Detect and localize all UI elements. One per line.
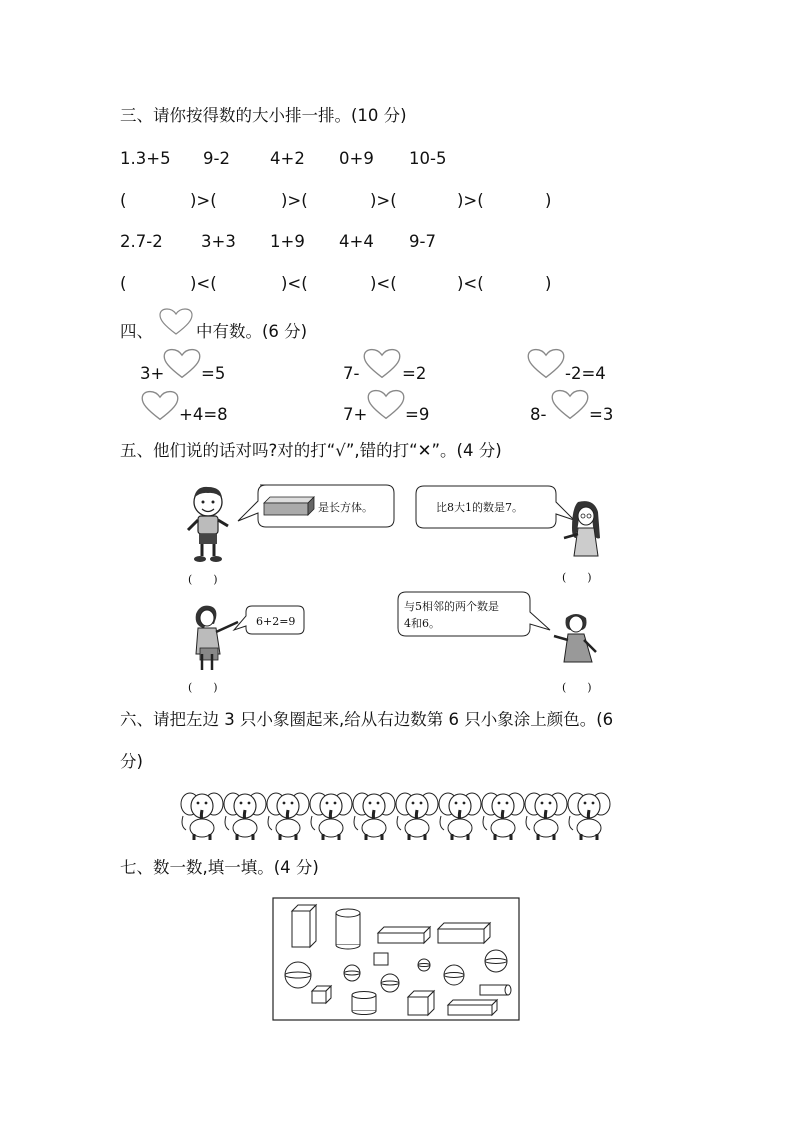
section7-title: 七、数一数,填一填。(4 分) <box>120 858 319 877</box>
girl-illustration <box>560 498 612 560</box>
expr: 2.7-2 <box>120 232 163 251</box>
answer-blank[interactable]: )>( <box>370 191 397 210</box>
expr: 10-5 <box>409 149 447 168</box>
answer-blank[interactable]: )<( <box>370 274 397 293</box>
section4-title-prefix: 四、 <box>120 322 153 341</box>
answer-blank[interactable]: )>( <box>281 191 308 210</box>
expr: =2 <box>402 364 427 383</box>
expr: +4=8 <box>179 405 228 424</box>
elephant-icon[interactable] <box>524 786 568 842</box>
answer-paren[interactable]: ( ) <box>562 571 592 584</box>
heart-outline-icon[interactable] <box>550 389 590 421</box>
heart-outline-icon[interactable] <box>366 389 406 421</box>
answer-blank[interactable]: )>( <box>457 191 484 210</box>
expr: =5 <box>201 364 226 383</box>
heart-outline-icon[interactable] <box>140 390 180 422</box>
elephant-icon[interactable] <box>180 786 224 842</box>
expr: 9-2 <box>203 149 230 168</box>
solid-shapes-box <box>272 897 520 1021</box>
girl-illustration <box>552 612 602 668</box>
answer-blank[interactable]: ( <box>120 191 127 210</box>
expr: 1+9 <box>270 232 305 251</box>
elephant-icon[interactable] <box>481 786 525 842</box>
answer-blank[interactable]: )<( <box>457 274 484 293</box>
answer-blank[interactable]: )<( <box>281 274 308 293</box>
expr: 3+3 <box>201 232 236 251</box>
section5-title: 五、他们说的话对吗?对的打“√”,错的打“✕”。(4 分) <box>120 441 502 460</box>
expr: 4+4 <box>339 232 374 251</box>
answer-paren[interactable]: ( ) <box>188 681 218 694</box>
elephant-row <box>180 786 612 842</box>
section3-title: 三、请你按得数的大小排一排。(10 分) <box>120 106 407 125</box>
expr: 3+ <box>140 364 165 383</box>
answer-blank[interactable]: )>( <box>190 191 217 210</box>
bubble-text: 6+2=9 <box>256 615 296 628</box>
boy-illustration <box>182 484 238 566</box>
expr: 7- <box>343 364 360 383</box>
section6-title-line2: 分) <box>120 752 143 771</box>
expr: 4+2 <box>270 149 305 168</box>
elephant-icon[interactable] <box>438 786 482 842</box>
bubble-text: 比8大1的数是7。 <box>436 501 523 514</box>
heart-outline-icon[interactable] <box>526 348 566 380</box>
expr: =3 <box>589 405 614 424</box>
answer-paren[interactable]: ( ) <box>188 573 218 586</box>
expr: 7+ <box>343 405 368 424</box>
answer-blank[interactable]: ) <box>545 191 552 210</box>
expr: =9 <box>405 405 430 424</box>
elephant-icon[interactable] <box>266 786 310 842</box>
answer-paren[interactable]: ( ) <box>562 681 592 694</box>
elephant-icon[interactable] <box>567 786 611 842</box>
elephant-icon[interactable] <box>395 786 439 842</box>
elephant-icon[interactable] <box>309 786 353 842</box>
section4-title-suffix: 中有数。(6 分) <box>196 322 308 341</box>
expr: -2=4 <box>565 364 606 383</box>
answer-blank[interactable]: ) <box>545 274 552 293</box>
elephant-icon[interactable] <box>352 786 396 842</box>
heart-outline-icon[interactable] <box>362 348 402 380</box>
answer-blank[interactable]: )<( <box>190 274 217 293</box>
heart-outline-icon[interactable] <box>162 348 202 380</box>
expr: 8- <box>530 405 547 424</box>
heart-outline-icon <box>158 308 194 336</box>
bubble-text: 与5相邻的两个数是 <box>404 600 499 613</box>
expr: 0+9 <box>339 149 374 168</box>
answer-blank[interactable]: ( <box>120 274 127 293</box>
expr: 1.3+5 <box>120 149 171 168</box>
elephant-icon[interactable] <box>223 786 267 842</box>
section6-title-line1: 六、请把左边 3 只小象圈起来,给从右边数第 6 只小象涂上颜色。(6 <box>120 710 614 729</box>
bubble-text: 4和6。 <box>404 617 440 630</box>
expr: 9-7 <box>409 232 436 251</box>
bubble-text: 是长方体。 <box>318 501 373 514</box>
